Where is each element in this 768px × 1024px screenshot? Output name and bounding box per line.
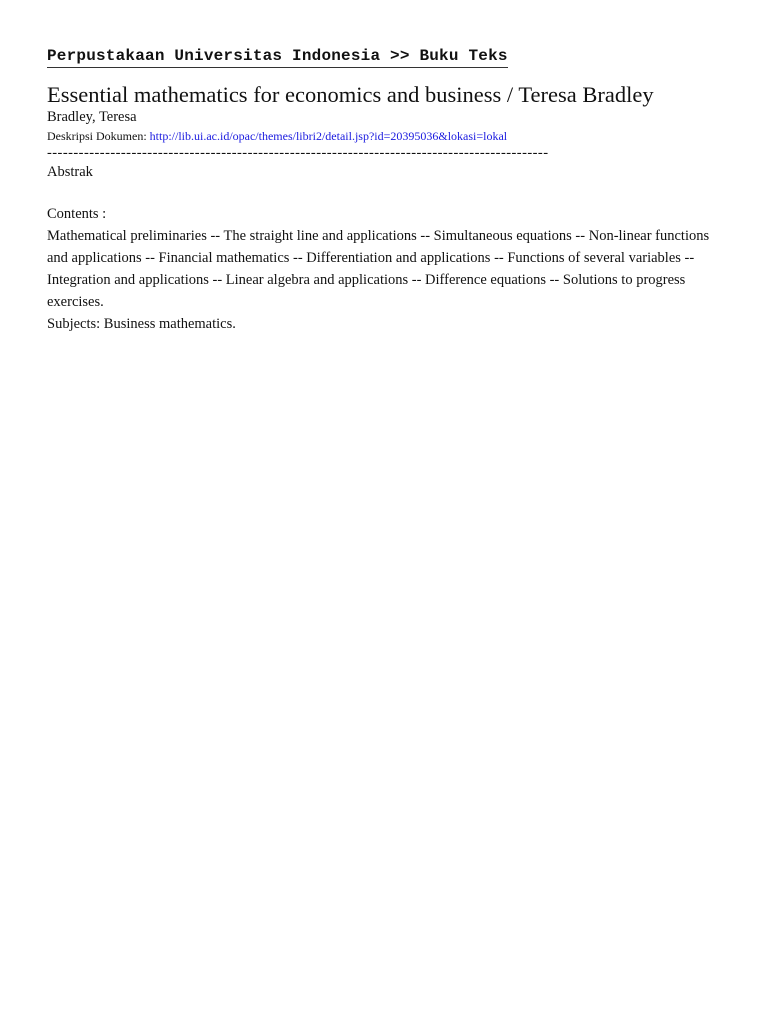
- dashed-divider: -----------------------------------------------------------------------------------------------: [47, 145, 549, 161]
- document-title: Essential mathematics for economics and business / Teresa Bradley: [47, 82, 654, 107]
- contents-text: Mathematical preliminaries -- The straight line and applications -- Simultaneous equations -- Non-linear functions and applications -- Financial mathematics -- Differentiation and applications -- Functions of several variables -- Integration and applications -- Linear algebra and applications -- Difference equations -- Solutions to progress exercises.: [47, 228, 710, 310]
- breadcrumb-link[interactable]: Perpustakaan Universitas Indonesia >> Buku Teks: [47, 46, 508, 68]
- abstract-heading: Abstrak: [47, 164, 93, 180]
- description-label: Deskripsi Dokumen:: [47, 129, 147, 143]
- subjects-text: Subjects: Business mathematics.: [47, 316, 236, 332]
- description-row: [47, 129, 507, 144]
- description-link[interactable]: http://lib.ui.ac.id/opac/themes/libri2/detail.jsp?id=20395036&lokasi=lokal: [149, 129, 508, 143]
- contents-heading: Contents :: [47, 206, 107, 222]
- abstract-body: [47, 203, 723, 335]
- document-author: Bradley, Teresa: [47, 109, 137, 125]
